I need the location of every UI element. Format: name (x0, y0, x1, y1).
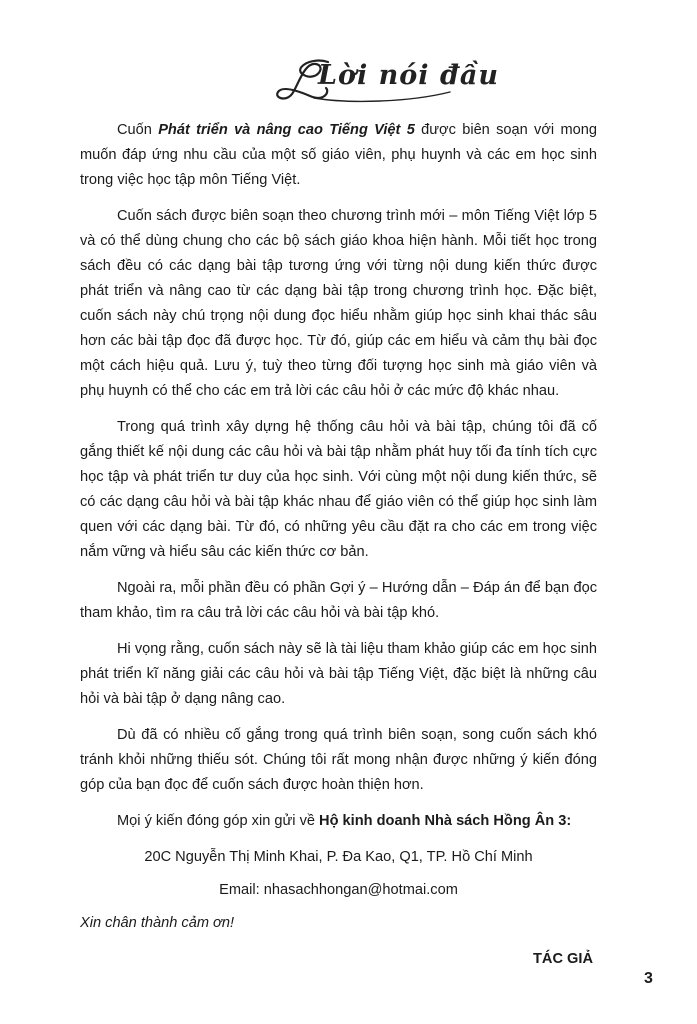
paragraph-text: Cuốn (117, 122, 159, 138)
paragraph-text: Mọi ý kiến đóng góp xin gửi về (117, 813, 320, 829)
paragraph-curriculum: Cuốn sách được biên soạn theo chương trình mới – môn Tiếng Việt lớp 5 và có thể dùng chung cho các bộ sách giáo khoa hiện hành. Mỗi tiết học trong sách đều có các dạng bài tập tương ứng với từng nội dung kiến thức được phát triển và nâng cao từ các dạng bài tập trong chương trình học. Đặc biệt, cuốn sách này chú trọng nội dung đọc hiểu nhằm giúp học sinh khai thác sâu hơn các bài tập đọc đã được học. Từ đó, giúp các em hiểu và cảm thụ bài đọc một cách hiệu quả. Lưu ý, tuỳ theo từng đối tượng học sinh mà giáo viên và phụ huynh có thể cho các em trả lời các câu hỏi ở các mức độ khác nhau. (80, 208, 597, 399)
contact-email: Email: nhasachhongan@hotmai.com (219, 882, 458, 898)
publisher-name: Hộ kinh doanh Nhà sách Hồng Ân 3: (319, 813, 572, 829)
paragraph-hope: Hi vọng rằng, cuốn sách này sẽ là tài liệu tham khảo giúp các em học sinh phát triển kĩ năng giải các câu hỏi và bài tập Tiếng Việt, đặc biệt là những câu hỏi và bài tập ở dạng nâng cao. (80, 641, 597, 707)
paragraph-feedback: Dù đã có nhiều cố gắng trong quá trình biên soạn, song cuốn sách khó tránh khỏi những thiếu sót. Chúng tôi rất mong nhận được những ý kiến đóng góp của bạn đọc để cuốn sách được hoàn thiện hơn. (80, 727, 597, 793)
preface-body (80, 118, 597, 971)
page-title-block (270, 52, 499, 104)
thanks-line: Xin chân thành cảm ơn! (80, 915, 235, 931)
paragraph-design: Trong quá trình xây dựng hệ thống câu hỏi và bài tập, chúng tôi đã cố gắng thiết kế nội dung các câu hỏi và bài tập nhằm phát huy tối đa tính tích cực học tập và phát triển tư duy của học sinh. Với cùng một nội dung kiến thức, sẽ có các dạng câu hỏi và bài tập khác nhau để giáo viên có thể giúp học sinh làm quen với các dạng bài. Từ đó, có những yêu cầu đặt ra cho các em trong việc nắm vững và hiểu sâu các kiến thức cơ bản. (80, 419, 597, 560)
paragraph-answers: Ngoài ra, mỗi phần đều có phần Gợi ý – Hướng dẫn – Đáp án để bạn đọc tham khảo, tìm ra câu trả lời các câu hỏi và bài tập khó. (80, 580, 597, 621)
book-title: Phát triển và nâng cao Tiếng Việt 5 (158, 122, 415, 138)
paragraph-contact-intro (80, 809, 597, 834)
author-signature: TÁC GIẢ (533, 951, 593, 967)
page-title: Lời nói đầu (318, 60, 499, 91)
contact-address: 20C Nguyễn Thị Minh Khai, P. Đa Kao, Q1, TP. Hồ Chí Minh (144, 849, 533, 865)
paragraph-text: được biên soạn với mong muốn đáp ứng nhu cầu của một số giáo viên, phụ huynh và các em học sinh trong việc học tập môn Tiếng Việt. (80, 122, 597, 188)
page-number: 3 (644, 970, 653, 987)
paragraph-intro (80, 118, 597, 193)
